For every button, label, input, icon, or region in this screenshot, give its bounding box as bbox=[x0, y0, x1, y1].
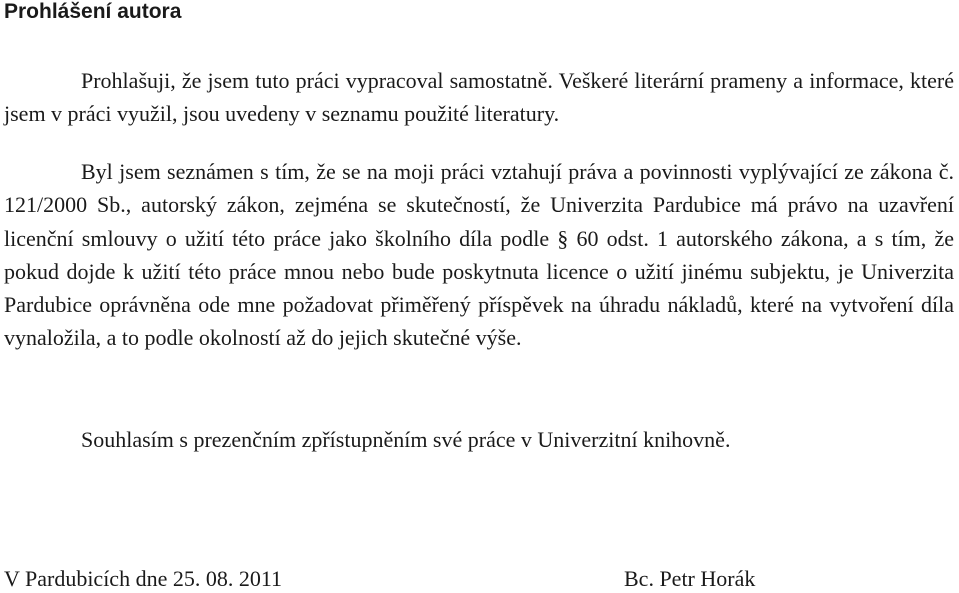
page-title: Prohlášení autora bbox=[4, 0, 182, 23]
paragraph-independent-work: Prohlašuji, že jsem tuto práci vypracoval samostatně. Veškeré literární prameny a informace, které jsem v práci využil, jsou uvedeny v seznamu použité literatury. bbox=[4, 68, 954, 127]
paragraph-library-consent: Souhlasím s prezenčním zpřístupněním své práce v Univerzitní knihovně. bbox=[81, 427, 731, 452]
place-and-date: V Pardubicích dne 25. 08. 2011 bbox=[4, 566, 283, 591]
author-name: Bc. Petr Horák bbox=[624, 566, 756, 591]
paragraph-copyright-law: Byl jsem seznámen s tím, že se na moji práci vztahují práva a povinnosti vyplývající ze zákona č. 121/2000 Sb., autorský zákon, zejména se skutečností, že Univerzita Pardubice má právo na uzavření licenční smlouvy o užití této práce jako školního díla podle § 60 odst. 1 autorského zákona, a s tím, že pokud dojde k užití této práce mnou nebo bude poskytnuta licence o užití jinému subjektu, je Univerzita Pardubice oprávněna ode mne požadovat přiměřený příspěvek na úhradu nákladů, které na vytvoření díla vynaložila, a to podle okolností až do jejich skutečné výše. bbox=[4, 159, 954, 351]
